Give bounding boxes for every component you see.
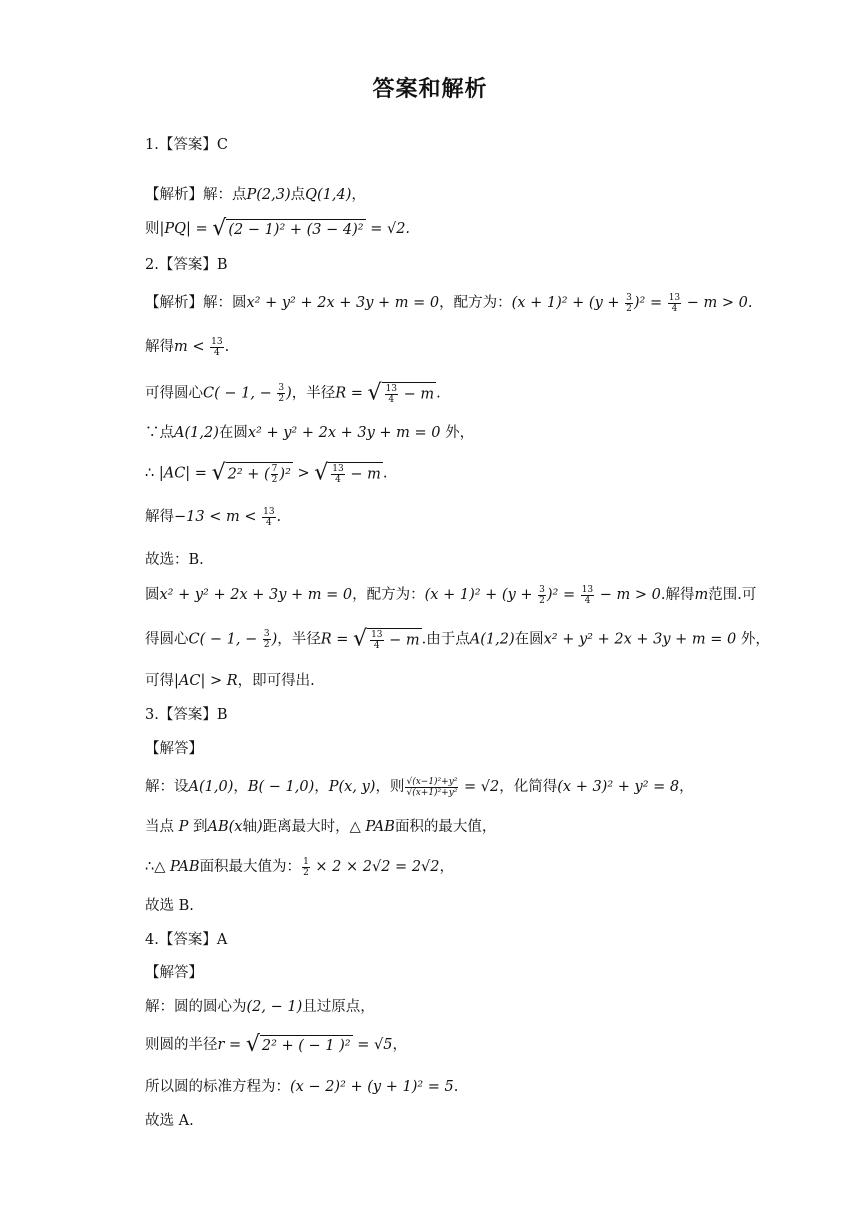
text: . xyxy=(453,1079,459,1095)
math: x² + y² + 2x + 3y + m = 0 xyxy=(246,295,440,311)
numerator: 7 xyxy=(271,464,278,474)
q2-summary-line1 xyxy=(145,584,756,606)
text: 得圆心 xyxy=(145,631,189,648)
q4-line1 xyxy=(145,996,375,1018)
text: 解得 xyxy=(145,509,174,525)
math: r = xyxy=(217,1037,246,1053)
text: ∴△ xyxy=(145,859,170,875)
math: = √2. xyxy=(365,221,411,237)
text: ，即可得出. xyxy=(237,673,315,689)
math: (2, − 1) xyxy=(246,999,303,1015)
text: 距离最大时， xyxy=(262,819,350,835)
sqrt-body: (2 − 1)² + (3 − 4)² xyxy=(226,219,365,239)
text: 在圆 xyxy=(218,425,248,441)
text: ， xyxy=(233,779,248,795)
sqrt-body xyxy=(328,462,383,485)
math: P(x, y) xyxy=(328,779,376,795)
numerator-body: (x−1)²+y² xyxy=(412,776,458,787)
denominator: 4 xyxy=(373,641,380,651)
math: = √5 xyxy=(352,1037,393,1053)
q4-conclusion: 故选 A. xyxy=(145,1113,194,1129)
text: ， xyxy=(392,1037,407,1053)
math: > xyxy=(292,465,315,482)
numerator: 13 xyxy=(581,584,594,595)
math: R = xyxy=(335,385,368,402)
math: x² + y² + 2x + 3y + m = 0 xyxy=(159,587,353,603)
math: C( − 1, − xyxy=(203,385,277,402)
q2-analysis-line1 xyxy=(145,292,752,314)
text: 轴 xyxy=(242,819,257,835)
fraction xyxy=(277,383,285,404)
text: 面积的最大值， xyxy=(394,819,497,835)
numerator: 13 xyxy=(668,292,681,303)
denominator: 2 xyxy=(626,303,632,314)
numerator: 13 xyxy=(371,630,383,640)
math: AB(x xyxy=(207,819,243,835)
math: Q(1,4) xyxy=(305,187,352,203)
math: 2² + ( xyxy=(227,466,270,483)
sqrt-expression: √ $\frac{13}{4}$ − m xyxy=(353,626,420,652)
denominator: 4 xyxy=(213,347,220,358)
text: 在圆 xyxy=(514,631,544,648)
math: x² + y² + 2x + 3y + m = 0 xyxy=(543,631,737,648)
q2-line3: 可得圆心C( − 1, − $\frac{3}{2}$ )，半径R = √ $\frac{13}{4}$ − m . xyxy=(145,380,441,406)
fraction xyxy=(668,293,681,314)
math: B( − 1,0) xyxy=(247,779,315,795)
text: ，配方为： xyxy=(439,295,512,311)
sqrt-expression: √ 2² + ( $\frac{7}{2}$ )² xyxy=(211,460,291,486)
text: 范围.可 xyxy=(708,587,757,603)
text: 当点 xyxy=(145,819,179,835)
q2-summary-line2 xyxy=(145,628,770,651)
math: − m > 0 xyxy=(595,587,661,603)
text: 到 xyxy=(188,819,208,835)
text: 则 xyxy=(145,221,160,237)
q4-solution-header: 【解答】 xyxy=(145,965,203,981)
math: PAB xyxy=(170,859,200,875)
q1-answer: 1.【答案】C xyxy=(145,137,228,153)
text: ∵点 xyxy=(145,425,174,441)
text: ，配方为： xyxy=(352,587,425,603)
text: .解得 xyxy=(660,587,695,603)
sqrt-expression: √ (2 − 1)² + (3 − 4)² xyxy=(212,216,364,241)
math: ) xyxy=(271,631,278,648)
denominator-body: (x+1)²+y² xyxy=(412,787,458,798)
sqrt-expression: √ $\frac{13}{4}$ − m xyxy=(314,460,381,486)
denominator: 2 xyxy=(263,640,270,650)
text: ， xyxy=(679,779,694,795)
math: (x + 3)² + y² = 8 xyxy=(557,779,680,795)
text: ， xyxy=(351,187,366,203)
text: 外， xyxy=(440,425,475,441)
text: ，化简得 xyxy=(499,779,558,795)
math: ) xyxy=(256,819,263,835)
numerator: 3 xyxy=(626,292,632,303)
math: − m xyxy=(399,386,435,403)
q4-line2 xyxy=(145,1034,407,1056)
denominator: 4 xyxy=(584,595,591,606)
q1-analysis-line1 xyxy=(145,184,366,206)
q3-line1 xyxy=(145,776,694,798)
math: )² = xyxy=(546,587,580,603)
text: 解：设 xyxy=(145,779,189,795)
fraction xyxy=(331,464,344,485)
text: 则圆的半径 xyxy=(145,1037,218,1053)
q2-line5: ∴ |AC| = √ 2² + ( $\frac{7}{2}$ )² > √ $\frac{13}{4}$ − m . xyxy=(145,460,388,486)
numerator: 13 xyxy=(211,336,223,347)
math: × 2 × 2√2 = 2√2 xyxy=(310,859,440,875)
fraction xyxy=(210,337,223,358)
fraction xyxy=(625,293,633,314)
denominator: 4 xyxy=(265,517,272,528)
denominator: 4 xyxy=(335,475,341,485)
q3-line3 xyxy=(145,856,454,878)
fraction xyxy=(405,777,458,798)
math: |AC| = xyxy=(158,465,212,482)
math: −13 < m < xyxy=(174,509,262,525)
math: )² = xyxy=(633,295,667,311)
sqrt-expression: √ $\frac{13}{4}$ − m xyxy=(367,380,435,406)
q2-line2: 解得m < $\frac{13}{4}$ . xyxy=(145,336,230,358)
text: 可得圆心 xyxy=(145,385,203,402)
sqrt-body xyxy=(226,462,293,485)
math: − m xyxy=(384,632,420,649)
denominator: 4 xyxy=(671,303,678,314)
text: 【解析】解：点 xyxy=(145,187,247,203)
text: 解得 xyxy=(145,339,174,355)
text: ， xyxy=(439,859,455,875)
q3-answer: 3.【答案】B xyxy=(145,707,228,723)
sqrt-expression: √ 2² + ( − 1 )² xyxy=(245,1032,351,1057)
fraction xyxy=(581,585,594,606)
fraction xyxy=(538,585,546,606)
math: P xyxy=(178,819,189,835)
math: A(1,0) xyxy=(188,779,234,795)
fraction xyxy=(263,629,271,650)
numerator: 13 xyxy=(263,506,275,517)
numerator: 3 xyxy=(263,629,270,639)
math: (x + 1)² + (y + xyxy=(511,295,625,311)
text: 圆 xyxy=(145,587,160,603)
math: A(1,2) xyxy=(469,631,515,648)
text: 【解析】解：圆 xyxy=(145,295,247,311)
q4-line3 xyxy=(145,1076,458,1098)
math: = √2 xyxy=(459,779,500,795)
page-title: 答案和解析 xyxy=(372,77,488,102)
numerator: √(x−1)²+y² xyxy=(406,776,458,787)
text: ，半径 xyxy=(277,631,321,648)
math: (x + 1)² + (y + xyxy=(424,587,538,603)
text: 外， xyxy=(736,631,770,648)
text: 面积最大值为： xyxy=(199,859,302,875)
sqrt-body xyxy=(382,382,437,405)
math: R = xyxy=(320,631,354,648)
math: − m xyxy=(345,466,381,483)
q2-line4 xyxy=(145,422,474,444)
denominator: √(x+1)²+y² xyxy=(406,787,458,798)
sqrt-body: 2² + ( − 1 )² xyxy=(260,1035,353,1055)
sqrt-body xyxy=(367,628,422,651)
denominator: 2 xyxy=(539,595,545,606)
math: A(1,2) xyxy=(174,425,219,441)
fraction xyxy=(262,507,275,528)
math: |PQ| = xyxy=(159,221,213,237)
fraction xyxy=(302,857,310,878)
text: ∴ xyxy=(145,465,159,482)
fraction xyxy=(370,630,383,651)
q1-analysis-line2 xyxy=(145,218,410,240)
denominator: 4 xyxy=(388,395,395,405)
math: (x − 2)² + (y + 1)² = 5 xyxy=(290,1079,454,1095)
q2-answer: 2.【答案】B xyxy=(145,257,228,273)
text: 所以圆的标准方程为： xyxy=(145,1079,290,1095)
q2-line6: 解得−13 < m < $\frac{13}{4}$ . xyxy=(145,506,282,528)
q2-conclusion: 故选：B. xyxy=(145,552,204,568)
math: △ PAB xyxy=(349,819,395,835)
q3-solution-header: 【解答】 xyxy=(145,741,203,757)
text: ，则 xyxy=(375,779,405,795)
text: 且过原点， xyxy=(302,999,375,1015)
text: 点 xyxy=(290,187,306,203)
q3-line2 xyxy=(145,816,496,838)
math: ) xyxy=(286,385,292,402)
q2-summary-line3 xyxy=(145,670,315,692)
text: 解：圆的圆心为 xyxy=(145,999,247,1015)
numerator: 3 xyxy=(278,383,285,393)
numerator: 13 xyxy=(332,464,344,474)
denominator: 2 xyxy=(303,867,309,878)
fraction xyxy=(271,464,279,485)
q4-answer: 4.【答案】A xyxy=(145,932,228,948)
text: ， xyxy=(314,779,329,795)
math: − m > 0. xyxy=(682,295,753,311)
math: m < xyxy=(174,339,210,355)
q3-conclusion: 故选 B. xyxy=(145,898,194,914)
numerator: 1 xyxy=(303,856,309,867)
numerator: 13 xyxy=(385,384,398,394)
math: x² + y² + 2x + 3y + m = 0 xyxy=(247,425,441,441)
math: |AC| > R xyxy=(174,673,238,689)
fraction xyxy=(385,384,398,405)
math: C( − 1, − xyxy=(188,631,262,648)
denominator: 2 xyxy=(271,475,278,485)
math: P(2,3) xyxy=(246,187,291,203)
numerator: 3 xyxy=(539,584,545,595)
denominator: 2 xyxy=(278,394,285,404)
math: )² xyxy=(279,466,291,483)
math: m xyxy=(694,587,709,603)
text: ，半径 xyxy=(291,385,336,402)
text: .由于点 xyxy=(421,631,470,648)
text: 可得 xyxy=(145,673,174,689)
